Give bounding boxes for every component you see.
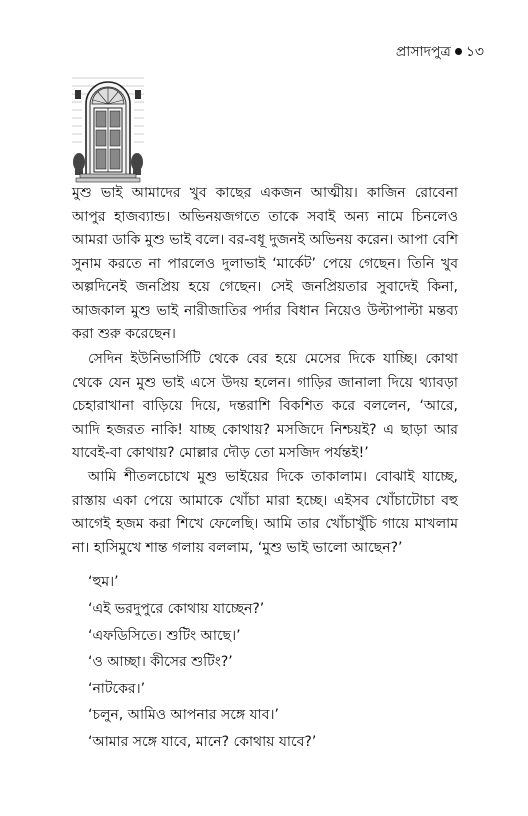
dialogue-line: ‘এই ভরদুপুরে কোথায় যাচ্ছেন?’ [88,601,265,617]
header-title: প্রাসাদপুত্র [395,44,451,60]
running-header [396,40,484,64]
paragraph-2: সেদিন ইউনিভার্সিটি থেকে বের হয়ে মেসের দিকে যাচ্ছি। কোথা থেকে যেন মুশু ভাই এসে উদয় হলেন। গাড়ির জানালা দিয়ে থ্যাবড়া চেহারাখানা বাড়িয়ে দিয়ে, দন্তরাশি বিকশিত করে বললেন, ‘আরে, আদি হজরত নাকি! যাচ্ছ কোথায়? মসজিদে নিশ্চয়ই? এ ছাড়া আর যাবেই-বা কোথায়? মোল্লার দৌড় তো মসজিদ পর্যন্তই!’ [72,351,458,461]
paragraph-3: আমি শীতলচোখে মুশু ভাইয়ের দিকে তাকালাম। বোঝাই যাচ্ছে, রাস্তায় একা পেয়ে আমাকে খোঁচা মারা হচ্ছে। এইসব খোঁচাটোচা বহু আগেই হজম করা শিখে ফেলেছি। আমি তার খোঁচাখুঁচি গায়ে মাখলাম না। হাসিমুখে শান্ত গলায় বললাম, ‘মুশু ভাই ভালো আছেন?’ [72,469,458,556]
paragraph-1: মুশু ভাই আমাদের খুব কাছের একজন আত্মীয়। কাজিন রোবেনা আপুর হাজব্যান্ড। অভিনয়জগতে তাকে সবাই অন্য নামে চিনলেও আমরা ডাকি মুশু ভাই বলে। বর-বধূ দুজনই অভিনয় করেন। আপা বেশি সুনাম করতে না পারলেও দুলাভাই ‘মার্কেট’ পেয়ে গেছেন। তিনি খুব অল্পদিনেই জনপ্রিয় হয়ে গেছেন। সেই জনপ্রিয়তার সুবাদেই কিনা, আজকাল মুশু ভাই নারীজাতির পর্দার বিধান নিয়েও উল্টাপাল্টা মন্তব্য করা শুরু করেছেন। [72,185,458,342]
dialogue-line: ‘হুম।’ [88,574,119,590]
ornate-door-icon [72,70,144,184]
dialogue-line: ‘এফডিসিতে। শুটিং আছে।’ [88,628,241,644]
dialogue-line: ‘নাটকের।’ [88,681,146,697]
bullet-dot [455,48,462,55]
dialogue-line: ‘আমার সঙ্গে যাবে, মানে? কোথায় যাবে?’ [88,734,317,750]
page-number: ১৩ [465,44,484,60]
dialogue-line: ‘চলুন, আমিও আপনার সঙ্গে যাব।’ [88,707,279,723]
dialogue-line: ‘ও আচ্ছা। কীসের শুটিং?’ [88,654,233,670]
